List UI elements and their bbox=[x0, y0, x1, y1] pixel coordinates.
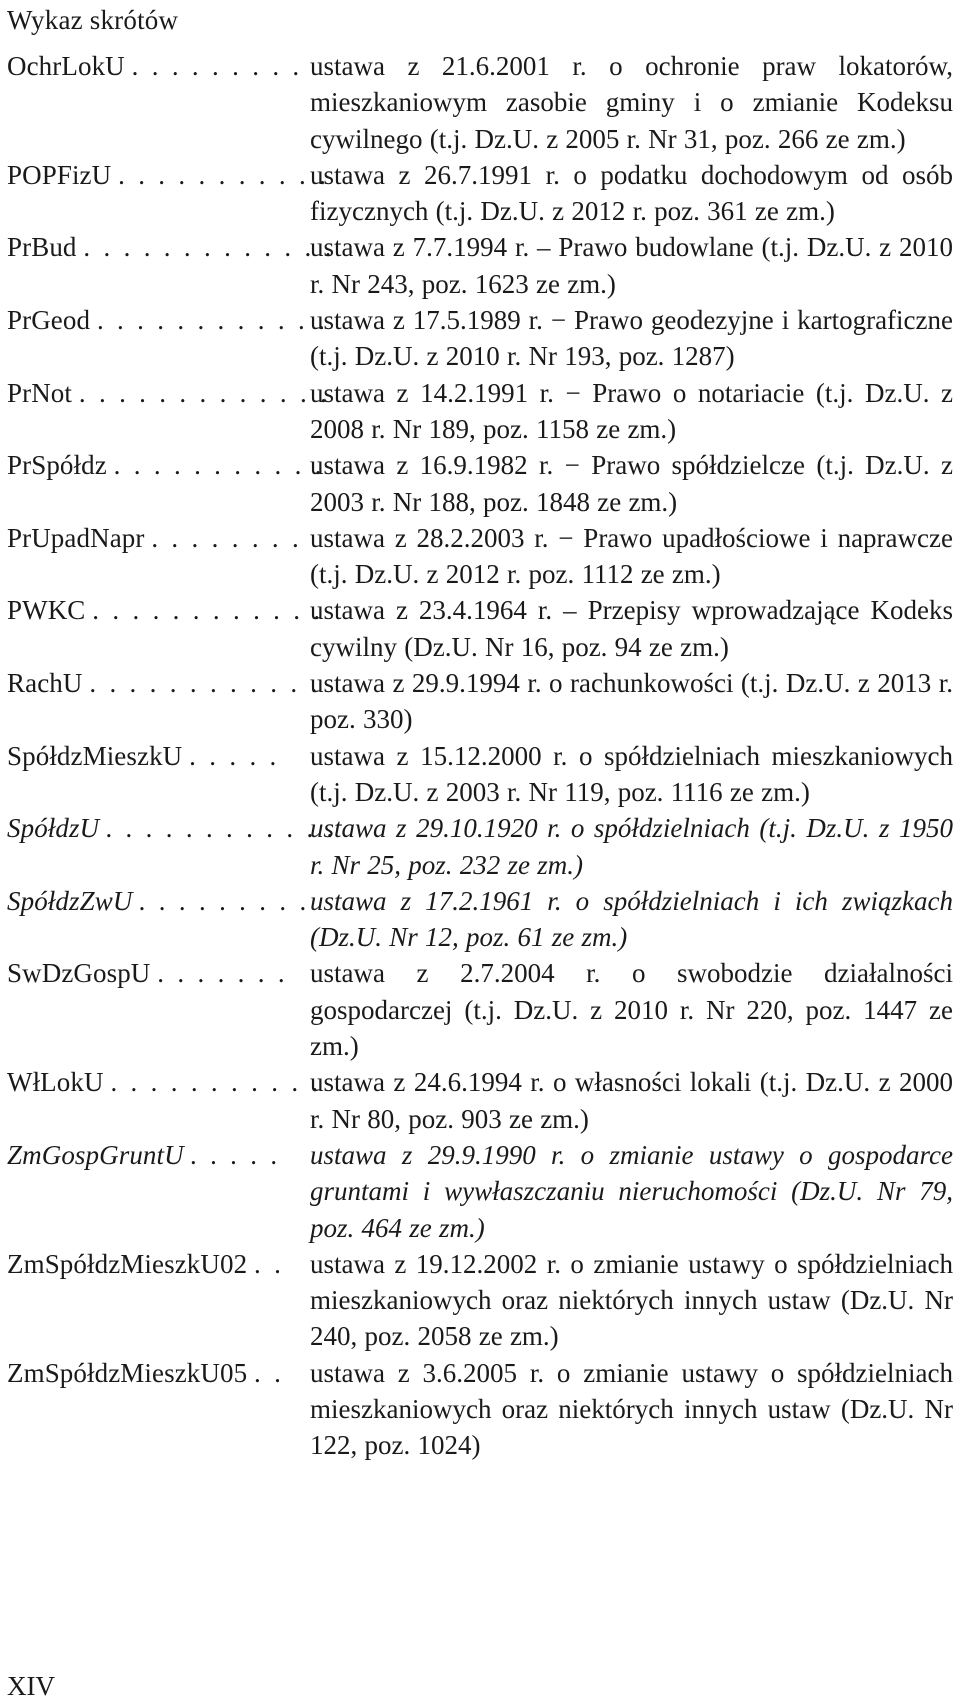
leader-dots: . . . . . . . . bbox=[151, 522, 303, 553]
leader-dots: . . bbox=[254, 1357, 285, 1388]
abbreviation-definition: ustawa z 23.4.1964 r. – Przepisy wprowadzające Kodeks cywilny (Dz.U. Nr 16, poz. 94 ze zm.) bbox=[310, 595, 953, 662]
abbreviation-term bbox=[7, 229, 335, 265]
leader-dots: . . . . . . . . . . . . bbox=[92, 595, 324, 626]
abbreviation-label: SpółdzU bbox=[7, 813, 100, 844]
abbreviation-definition: ustawa z 21.6.2001 r. o ochronie praw lokatorów, mieszkaniowym zasobie gminy i o zmianie Kodeksu cywilnego (t.j. Dz.U. z 2005 r. Nr 31, poz. 266 ze zm.) bbox=[310, 51, 953, 154]
abbreviation-definition: ustawa z 7.7.1994 r. – Prawo budowlane (t.j. Dz.U. z 2010 r. Nr 243, poz. 1623 ze zm.) bbox=[310, 232, 953, 299]
abbreviation-label: ZmSpółdzMieszkU02 bbox=[7, 1248, 248, 1279]
abbreviation-label: OchrLokU bbox=[7, 51, 125, 81]
abbreviation-label: RachU bbox=[7, 668, 83, 699]
abbreviation-definition: ustawa z 19.12.2002 r. o zmianie ustawy o spółdzielniach mieszkaniowych oraz niektórych innych ustaw (Dz.U. Nr 240, poz. 2058 ze zm.) bbox=[310, 1248, 953, 1352]
abbreviation-definition: ustawa z 17.5.1989 r. − Prawo geodezyjne i kartograficzne (t.j. Dz.U. z 2010 r. Nr 193, poz. 1287) bbox=[310, 305, 953, 372]
abbreviation-term bbox=[7, 1355, 310, 1391]
abbreviation-term bbox=[7, 447, 325, 483]
leader-dots: . . . . . . . . . . . bbox=[110, 1067, 322, 1098]
abbreviation-label: PrGeod bbox=[7, 305, 91, 336]
abbreviation-term bbox=[7, 1246, 310, 1282]
abbreviation-definition: ustawa z 3.6.2005 r. o zmianie ustawy o spółdzielniach mieszkaniowych oraz niektórych innych ustaw (Dz.U. Nr 122, poz. 1024) bbox=[310, 1357, 953, 1461]
abbreviation-entry bbox=[7, 955, 959, 1064]
leader-dots: . . . . . . . . . . . bbox=[118, 159, 330, 190]
abbreviation-label: SpółdzMieszkU bbox=[7, 740, 183, 771]
abbreviation-entry bbox=[7, 1246, 959, 1355]
abbreviation-entry bbox=[7, 302, 959, 375]
abbreviation-entry bbox=[7, 1064, 959, 1137]
abbreviation-label: POPFizU bbox=[7, 159, 112, 190]
abbreviation-label: PrUpadNapr bbox=[7, 522, 145, 553]
abbreviation-term bbox=[7, 592, 324, 628]
abbreviation-definition: ustawa z 17.2.1961 r. o spółdzielniach i ich związkach (Dz.U. Nr 12, poz. 61 ze zm.) bbox=[310, 885, 953, 953]
abbreviation-entry bbox=[7, 1137, 959, 1246]
abbreviation-label: ZmGospGruntU bbox=[7, 1139, 184, 1170]
abbreviation-entry bbox=[7, 48, 959, 157]
leader-dots: . . bbox=[254, 1248, 285, 1279]
abbreviation-entry bbox=[7, 738, 959, 811]
leader-dots: . . . . . . . . . . . . . bbox=[83, 232, 335, 263]
abbreviation-definition: ustawa z 16.9.1982 r. − Prawo spółdzielcze (t.j. Dz.U. z 2003 r. Nr 188, poz. 1848 ze zm.) bbox=[310, 450, 953, 517]
abbreviation-term bbox=[7, 1137, 310, 1173]
abbreviation-definition: ustawa z 29.10.1920 r. o spółdzielniach (t.j. Dz.U. z 1950 r. Nr 25, poz. 232 ze zm.) bbox=[310, 813, 953, 880]
abbreviation-definition: ustawa z 14.2.1991 r. − Prawo o notariacie (t.j. Dz.U. z 2008 r. Nr 189, poz. 1158 ze zm.) bbox=[310, 377, 953, 444]
abbreviation-label: PrSpółdz bbox=[7, 450, 107, 481]
abbreviation-definition: ustawa z 15.12.2000 r. o spółdzielniach mieszkaniowych (t.j. Dz.U. z 2003 r. Nr 119, poz. 1116 ze zm.) bbox=[310, 740, 953, 807]
abbreviation-label: PWKC bbox=[7, 595, 86, 626]
abbreviation-label: ZmSpółdzMieszkU05 bbox=[7, 1357, 248, 1388]
abbreviation-entry bbox=[7, 810, 959, 883]
abbreviation-label: SpółdzZwU bbox=[7, 885, 133, 916]
abbreviation-term bbox=[7, 157, 330, 193]
abbreviation-term bbox=[7, 738, 310, 774]
abbreviation-label: PrBud bbox=[7, 232, 77, 263]
abbreviation-entry bbox=[7, 1355, 959, 1464]
abbreviation-entry bbox=[7, 665, 959, 738]
leader-dots: . . . . . . . . . . . . bbox=[89, 668, 321, 699]
abbreviation-term bbox=[7, 302, 329, 338]
abbreviation-term bbox=[7, 883, 310, 919]
abbreviation-entry bbox=[7, 375, 959, 448]
abbreviation-entry bbox=[7, 520, 959, 593]
abbreviation-definition: ustawa z 29.9.1990 r. o zmianie ustawy o gospodarce gruntami i wywłaszczaniu nieruchomości (Dz.U. Nr 79, poz. 464 ze zm.) bbox=[310, 1139, 953, 1243]
abbreviation-definition: ustawa z 29.9.1994 r. o rachunkowości (t.j. Dz.U. z 2013 r. poz. 330) bbox=[310, 668, 953, 735]
abbreviation-definition: ustawa z 28.2.2003 r. − Prawo upadłościowe i naprawcze (t.j. Dz.U. z 2012 r. poz. 1112 ze zm.) bbox=[310, 522, 953, 590]
abbreviation-label: SwDzGospU bbox=[7, 958, 151, 989]
section-title: Wykaz skrótów bbox=[7, 5, 179, 35]
leader-dots: . . . . . bbox=[189, 740, 280, 771]
leader-dots: . . . . . . . . . . . bbox=[113, 450, 325, 481]
abbreviation-definition: ustawa z 24.6.1994 r. o własności lokali (t.j. Dz.U. z 2000 r. Nr 80, poz. 903 ze zm.) bbox=[310, 1067, 953, 1134]
abbreviation-entry bbox=[7, 883, 959, 956]
leader-dots: . . . . . bbox=[190, 1139, 282, 1170]
abbreviations-list bbox=[7, 48, 959, 1464]
abbreviation-term bbox=[7, 520, 310, 556]
abbreviation-term bbox=[7, 665, 321, 701]
abbreviation-term bbox=[7, 375, 331, 411]
abbreviation-term bbox=[7, 810, 338, 846]
leader-dots: . . . . . . . . . . . . . bbox=[78, 377, 331, 408]
abbreviation-entry bbox=[7, 157, 959, 230]
abbreviation-entry bbox=[7, 447, 959, 520]
leader-dots: . . . . . . . . . . . . bbox=[106, 813, 338, 844]
abbreviation-label: PrNot bbox=[7, 377, 73, 408]
abbreviation-definition: ustawa z 26.7.1991 r. o podatku dochodowym od osób fizycznych (t.j. Dz.U. z 2012 r. poz. 361 ze zm.) bbox=[310, 159, 953, 227]
abbreviation-term bbox=[7, 1064, 322, 1100]
page-number: XIV bbox=[7, 1671, 55, 1701]
leader-dots: . . . . . . . . . . . . bbox=[96, 305, 329, 336]
abbreviation-label: WłLokU bbox=[7, 1067, 104, 1098]
abbreviation-term bbox=[7, 955, 310, 991]
leader-dots: . . . . . . . . . bbox=[131, 51, 303, 81]
abbreviation-definition: ustawa z 2.7.2004 r. o swobodzie działalności gospodarczej (t.j. Dz.U. z 2010 r. Nr 220, poz. 1447 ze zm.) bbox=[310, 958, 953, 1062]
abbreviation-term bbox=[7, 48, 310, 84]
abbreviation-entry bbox=[7, 229, 959, 302]
leader-dots: . . . . . . . bbox=[157, 958, 288, 989]
leader-dots: . . . . . . . . . bbox=[139, 885, 311, 916]
abbreviation-entry bbox=[7, 592, 959, 665]
